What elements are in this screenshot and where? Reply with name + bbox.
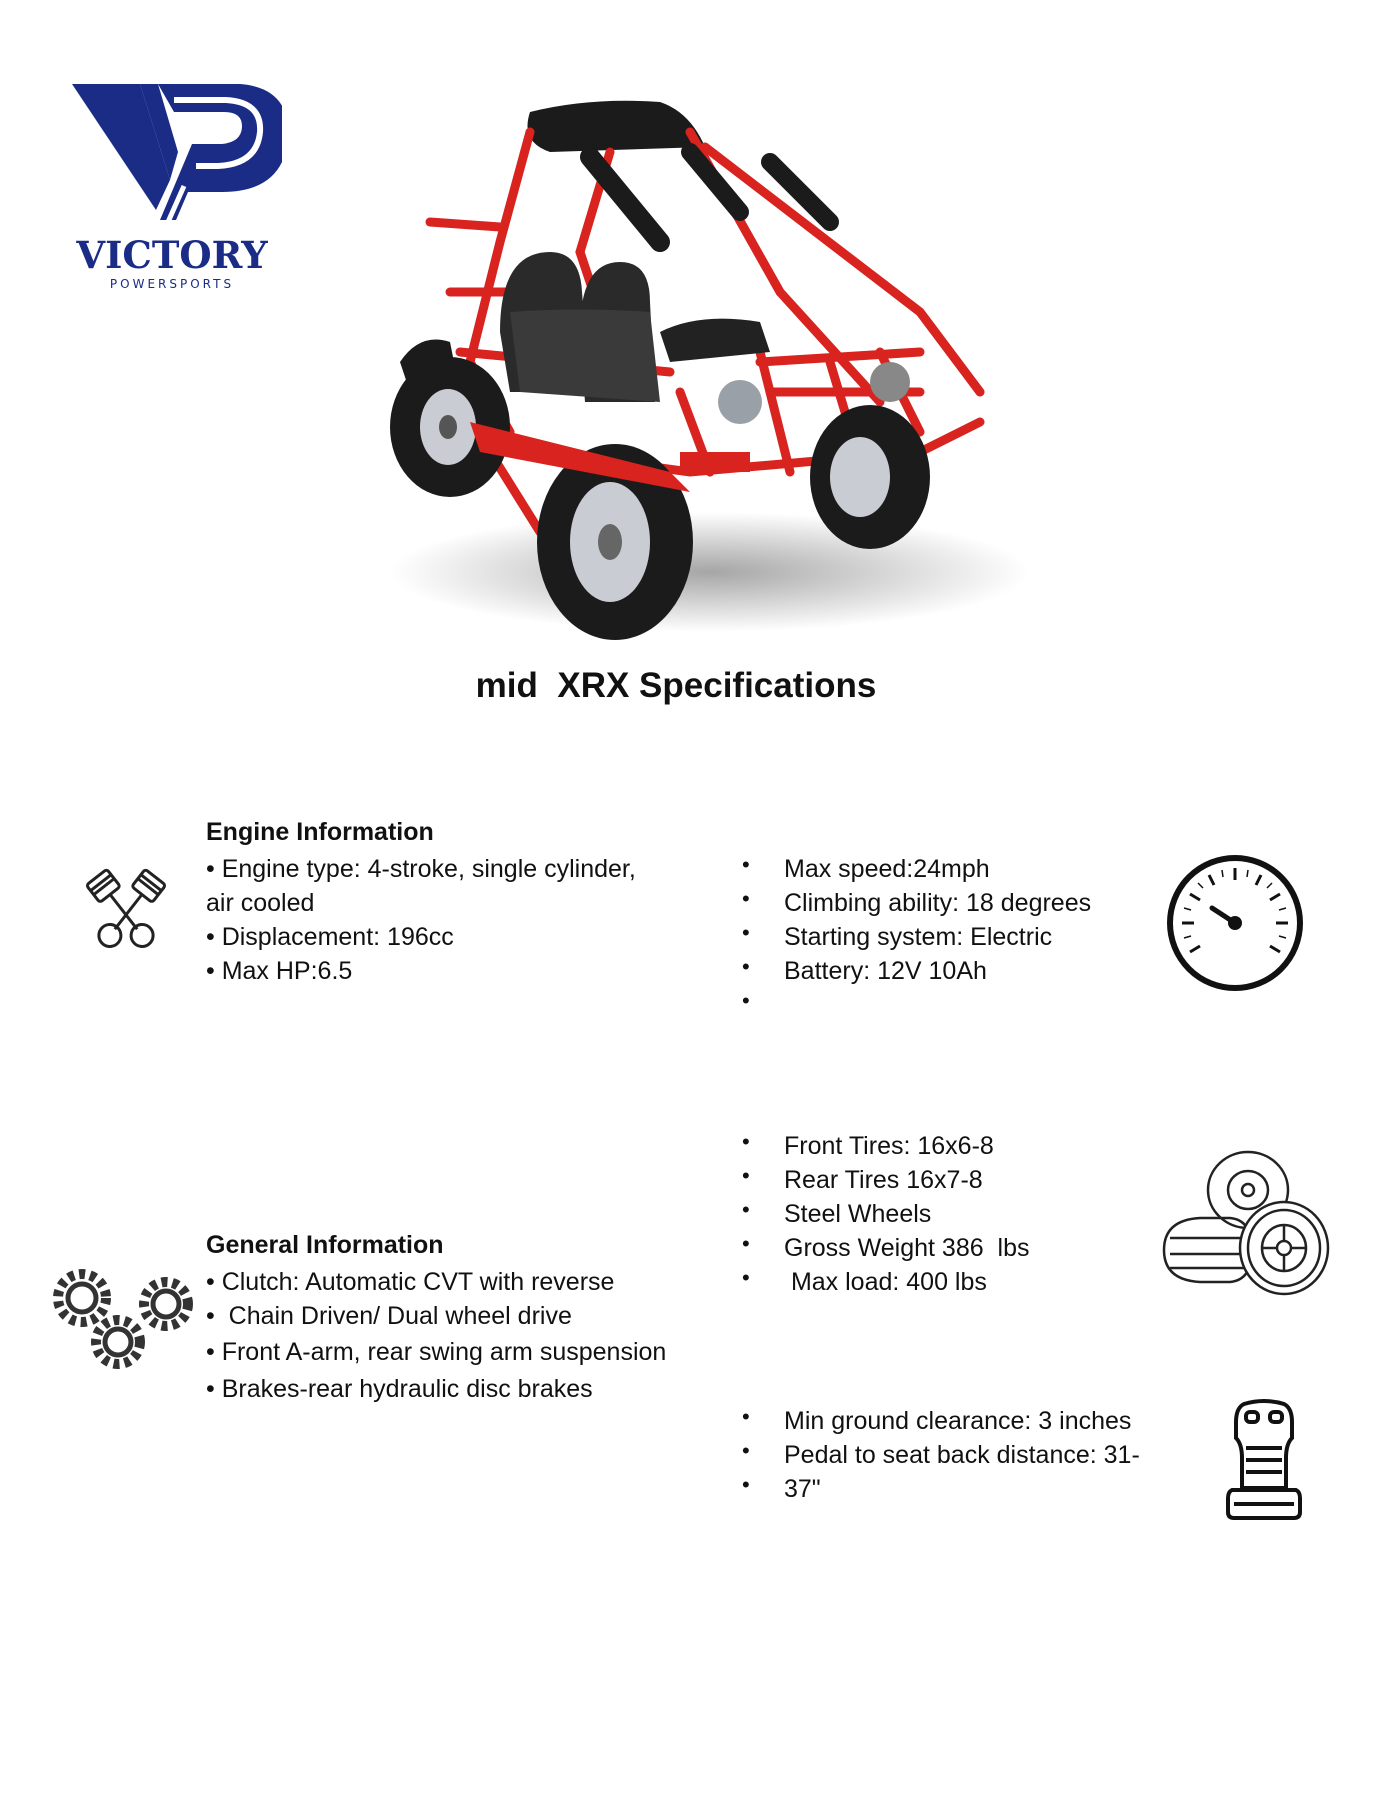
go-kart-image	[360, 92, 1060, 670]
general-list	[206, 1265, 666, 1406]
engine-line: air cooled	[206, 889, 315, 917]
logo-name: VICTORY	[76, 233, 268, 277]
engine-list	[206, 852, 636, 988]
general-line: • Brakes-rear hydraulic disc brakes	[206, 1375, 593, 1403]
wheels-item: • Steel Wheels	[742, 1197, 1029, 1231]
performance-item: • Climbing ability: 18 degrees	[742, 886, 1091, 920]
engine-line: • Displacement: 196cc	[206, 923, 454, 951]
wheels-item: • Front Tires: 16x6-8	[742, 1129, 1029, 1163]
tires-icon	[1160, 1150, 1330, 1307]
seat-item: • Min ground clearance: 3 inches	[742, 1404, 1140, 1438]
seat-item: • Pedal to seat back distance: 31-	[742, 1438, 1140, 1472]
general-line: • Clutch: Automatic CVT with reverse	[206, 1268, 615, 1296]
rear-left-wheel	[390, 357, 510, 497]
performance-item	[742, 988, 1091, 1022]
wheels-item: • Rear Tires 16x7-8	[742, 1163, 1029, 1197]
pistons-icon	[80, 860, 172, 965]
logo-subtitle: POWERSPORTS	[109, 277, 235, 291]
engine-heading: Engine Information	[206, 818, 434, 846]
vp-logo-mark	[62, 70, 282, 240]
front-right-wheel	[810, 405, 930, 549]
gears-icon	[50, 1262, 200, 1379]
performance-item: • Battery: 12V 10Ah	[742, 954, 1091, 988]
wheels-item: • Gross Weight 386 lbs	[742, 1231, 1029, 1265]
performance-item: • Starting system: Electric	[742, 920, 1091, 954]
wheels-list	[742, 1129, 1029, 1299]
general-line: • Chain Driven/ Dual wheel drive	[206, 1302, 572, 1330]
page-title: mid XRX Specifications	[475, 666, 877, 705]
general-line: • Front A-arm, rear swing arm suspension	[206, 1338, 667, 1366]
general-heading: General Information	[206, 1231, 444, 1259]
seat-icon	[1226, 1398, 1302, 1527]
performance-item: • Max speed:24mph	[742, 852, 1091, 886]
performance-list	[742, 852, 1091, 1022]
seat-item: • 37"	[742, 1472, 1140, 1506]
engine-line: • Engine type: 4-stroke, single cylinder,	[206, 855, 636, 883]
seat-list	[742, 1404, 1140, 1506]
wheels-item: • Max load: 400 lbs	[742, 1265, 1029, 1299]
engine-line: • Max HP:6.5	[206, 957, 353, 985]
speedometer-icon	[1164, 852, 1306, 999]
